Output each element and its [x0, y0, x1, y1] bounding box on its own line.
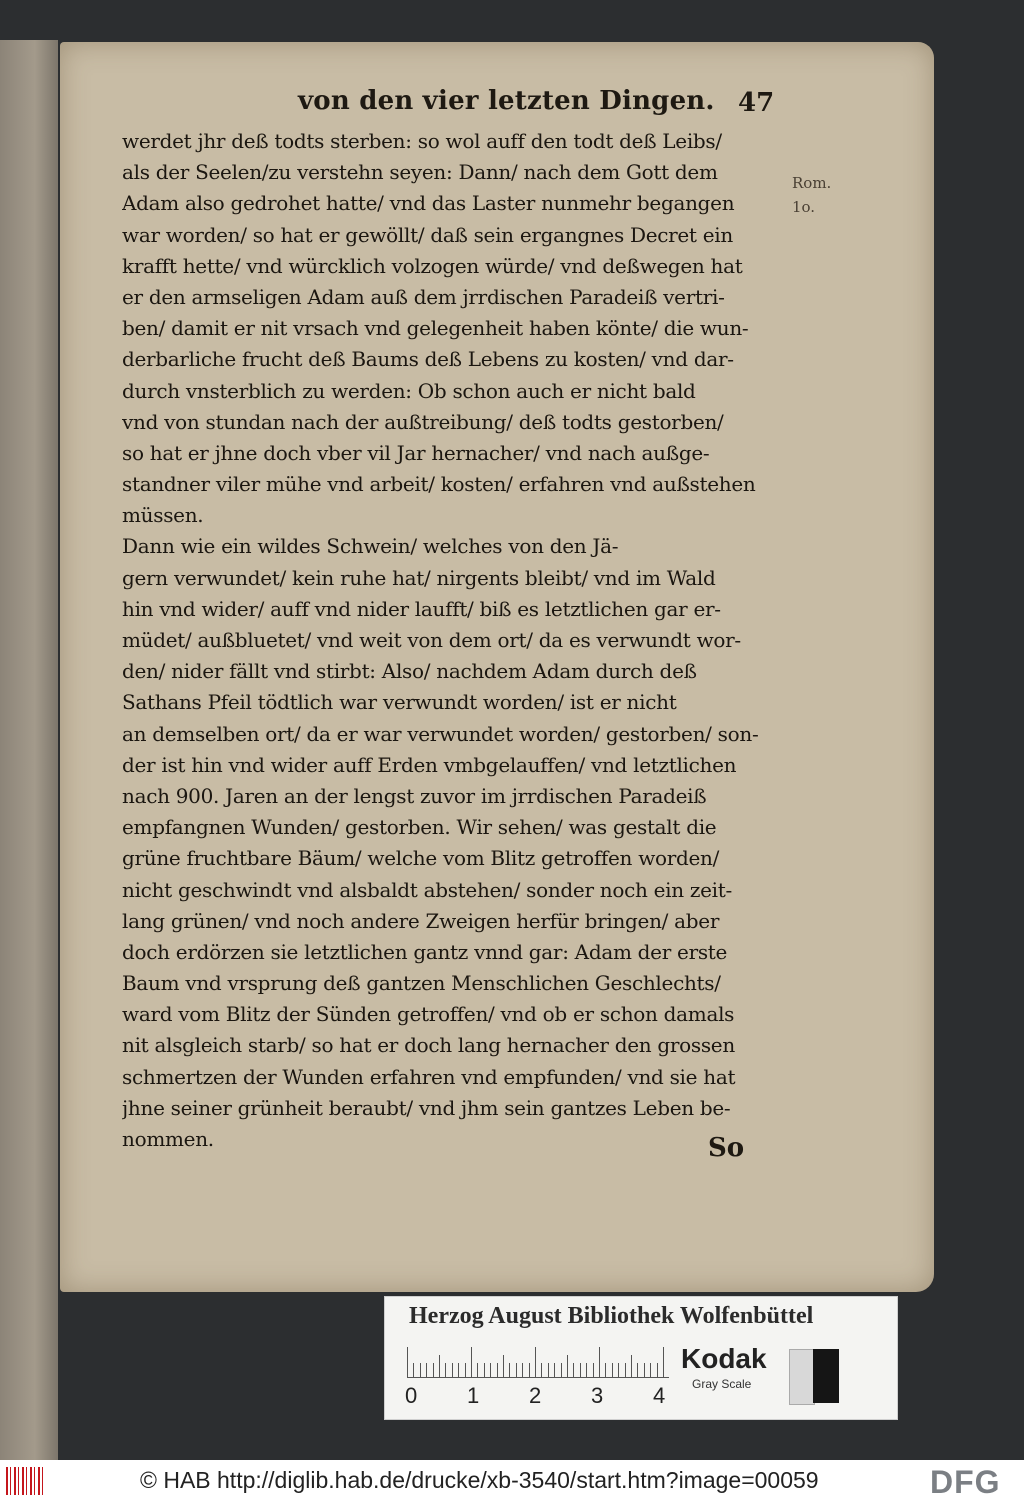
ruler-tick [407, 1347, 408, 1377]
text-line: nach 900. Jaren an der lengst zuvor im jrrdischen Paradeiß [122, 783, 707, 808]
ruler-tick [522, 1363, 523, 1377]
ruler-tick [529, 1363, 530, 1377]
text-line: gern verwundet/ kein ruhe hat/ nirgents bleibt/ vnd im Wald [122, 565, 716, 590]
footer-bar [0, 1460, 1024, 1502]
text-line: standner viler mühe vnd arbeit/ kosten/ erfahren vnd außstehen [122, 472, 756, 497]
text-line: doch erdörzen sie letztlichen gantz vnnd gar: Adam der erste [122, 939, 728, 964]
ruler-tick [477, 1363, 478, 1377]
ruler-tick [586, 1363, 587, 1377]
ruler-tick [631, 1355, 632, 1377]
ruler-tick [452, 1363, 453, 1377]
ruler-tick [541, 1363, 542, 1377]
ruler-tick [561, 1363, 562, 1377]
ruler-tick [503, 1355, 504, 1377]
ruler-tick [516, 1363, 517, 1377]
previous-page-edge [0, 40, 58, 1460]
ruler-tick [413, 1363, 414, 1377]
text-line: den/ nider fällt vnd stirbt: Also/ nachdem Adam durch deß [122, 659, 697, 684]
text-line: ward vom Blitz der Sünden getroffen/ vnd ob er schon damals [122, 1002, 735, 1027]
margin-note: 1o. [792, 198, 816, 216]
text-line: jhne seiner grünheit beraubt/ vnd jhm sein gantzes Leben be- [122, 1095, 731, 1120]
ruler-tick [465, 1363, 466, 1377]
text-line: er den armseligen Adam auß dem jrrdischen Paradeiß vertri- [122, 284, 725, 309]
ruler-tick [573, 1363, 574, 1377]
ruler-tick [548, 1363, 549, 1377]
text-line: schmertzen der Wunden erfahren vnd empfunden/ vnd sie hat [122, 1064, 736, 1089]
page-number: 47 [738, 88, 775, 118]
text-line: als der Seelen/zu verstehn seyen: Dann/ nach dem Gott dem [122, 160, 718, 185]
dfg-logo: DFG [930, 1464, 1001, 1500]
ruler-tick [605, 1363, 606, 1377]
text-line: müssen. [122, 503, 204, 528]
catchword: So [708, 1133, 745, 1163]
scale-number: 1 [467, 1383, 480, 1408]
gray-patch-dark [813, 1349, 839, 1403]
ruler-tick [644, 1363, 645, 1377]
text-line: war worden/ so hat er gewöllt/ daß sein ergangnes Decret ein [122, 222, 733, 247]
text-line: empfangnen Wunden/ gestorben. Wir sehen/ was gestalt die [122, 815, 717, 840]
margin-note: Rom. [792, 174, 832, 192]
ruler-tick [650, 1363, 651, 1377]
ruler-tick [458, 1363, 459, 1377]
ruler-tick [618, 1363, 619, 1377]
ruler-tick [420, 1363, 421, 1377]
ruler-tick [433, 1363, 434, 1377]
ruler-tick [497, 1363, 498, 1377]
ruler-tick [625, 1363, 626, 1377]
gray-scale-label: Gray Scale [692, 1377, 752, 1391]
ruler-tick [471, 1347, 472, 1377]
gray-patch-light [789, 1349, 815, 1405]
ruler-tick [612, 1363, 613, 1377]
color-reference-card [384, 1296, 898, 1420]
text-line: der ist hin vnd wider auff Erden vmbgelauffen/ vnd letztlichen [122, 752, 737, 777]
ruler-tick [554, 1363, 555, 1377]
ruler-tick [567, 1355, 568, 1377]
scale-number: 0 [405, 1383, 418, 1408]
text-line: so hat er jhne doch vber vil Jar hernacher/ vnd nach außge- [122, 440, 710, 465]
ruler-tick [599, 1347, 600, 1377]
text-line: krafft hette/ vnd würcklich volzogen würde/ vnd deßwegen hat [122, 253, 743, 278]
scale-number: 3 [591, 1383, 604, 1408]
text-line: vnd von stundan nach der außtreibung/ deß todts gestorben/ [122, 409, 724, 434]
ruler-tick [490, 1363, 491, 1377]
library-name: Herzog August Bibliothek Wolfenbüttel [409, 1303, 814, 1329]
text-line: nommen. [122, 1127, 214, 1151]
ruler-tick [580, 1363, 581, 1377]
barcode-icon [6, 1467, 46, 1495]
text-line: nit alsgleich starb/ so hat er doch lang hernacher den grossen [122, 1033, 735, 1058]
ruler-tick [439, 1355, 440, 1377]
ruler-tick [509, 1363, 510, 1377]
ruler-tick [663, 1347, 664, 1377]
text-line: Dann wie ein wildes Schwein/ welches von den Jä- [122, 534, 619, 559]
ruler-tick [637, 1363, 638, 1377]
text-line: ben/ damit er nit vrsach vnd gelegenheit haben könte/ die wun- [122, 316, 749, 341]
kodak-logo: Kodak [681, 1343, 767, 1374]
text-line: Baum vnd vrsprung deß gantzen Menschlichen Geschlechts/ [122, 971, 721, 996]
ruler-tick [593, 1363, 594, 1377]
running-head: von den vier letzten Dingen. [298, 86, 715, 116]
scale-ruler [407, 1347, 669, 1378]
scale-number: 4 [653, 1383, 666, 1408]
text-line: werdet jhr deß todts sterben: so wol auff den todt deß Leibs/ [122, 129, 722, 153]
scale-number: 2 [529, 1383, 542, 1408]
ruler-tick [445, 1363, 446, 1377]
ruler-tick [657, 1363, 658, 1377]
text-line: Sathans Pfeil tödtlich war verwundt worden/ ist er nicht [122, 690, 677, 715]
text-line: müdet/ außbluetet/ vnd weit von dem ort/ da es verwundt wor- [122, 628, 741, 652]
text-line: grüne fruchtbare Bäum/ welche vom Blitz getroffen worden/ [122, 846, 720, 871]
ruler-tick [535, 1347, 536, 1377]
copyright-url[interactable]: © HAB http://diglib.hab.de/drucke/xb-3540/start.htm?image=00059 [140, 1467, 819, 1493]
text-line: derbarliche frucht deß Baums deß Lebens zu kosten/ vnd dar- [122, 347, 734, 372]
ruler-tick [484, 1363, 485, 1377]
text-line: hin vnd wider/ auff vnd nider laufft/ biß es letztlichen gar er- [122, 596, 721, 621]
text-line: Adam also gedrohet hatte/ vnd das Laster nunmehr begangen [122, 191, 735, 216]
ruler-tick [426, 1363, 427, 1377]
body-text [122, 126, 772, 1155]
text-line: an demselben ort/ da er war verwundet worden/ gestorben/ son- [122, 721, 759, 746]
text-line: durch vnsterblich zu werden: Ob schon auch er nicht bald [122, 378, 696, 403]
text-line: nicht geschwindt vnd alsbaldt abstehen/ sonder noch ein zeit- [122, 877, 732, 902]
text-line: lang grünen/ vnd noch andere Zweigen herfür bringen/ aber [122, 908, 720, 933]
